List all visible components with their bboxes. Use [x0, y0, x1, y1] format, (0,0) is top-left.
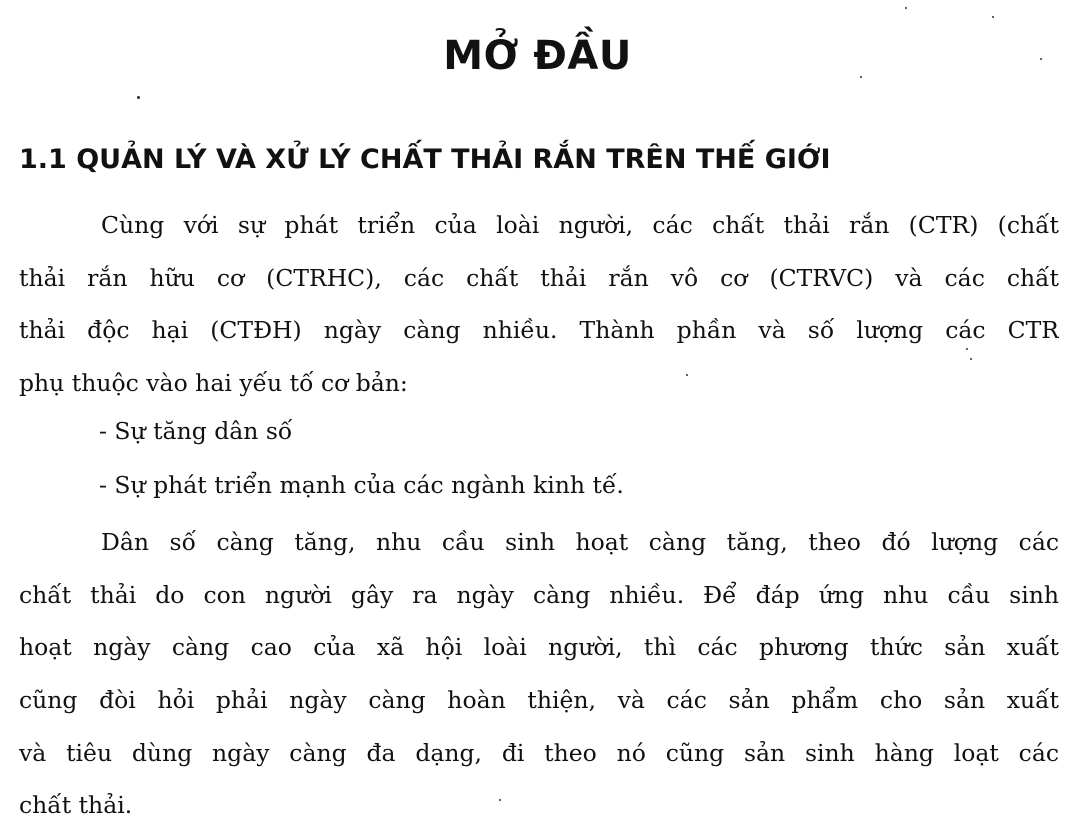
paragraph-line: Cùng với sự phát triển của loài người, các chất thải rắn (CTR) (chất [101, 211, 1059, 239]
paragraph-line: và tiêu dùng ngày càng đa dạng, đi theo nó cũng sản sinh hàng loạt các [19, 738, 1059, 767]
scan-speck [686, 374, 688, 376]
paragraph-line: cũng đòi hỏi phải ngày càng hoàn thiện, và các sản phẩm cho sản xuất [19, 686, 1059, 715]
paragraph-line: Dân số càng tăng, nhu cầu sinh hoạt càng tăng, theo đó lượng các [101, 528, 1059, 556]
scan-speck [499, 799, 501, 801]
paragraph-2 [19, 516, 1059, 832]
scan-speck [137, 96, 140, 99]
section-heading: 1.1 QUẢN LÝ VÀ XỬ LÝ CHẤT THẢI RẮN TRÊN THẾ GIỚI [19, 144, 831, 175]
scan-speck [905, 7, 907, 9]
scan-speck [992, 16, 994, 18]
paragraph-line: phụ thuộc vào hai yếu tố cơ bản: [19, 369, 408, 398]
paragraph-1 [19, 199, 1059, 410]
scan-speck [1040, 58, 1042, 60]
paragraph-line: thải độc hại (CTĐH) ngày càng nhiều. Thành phần và số lượng các CTR [19, 316, 1059, 345]
bullet-item: - Sự phát triển mạnh của các ngành kinh tế. [99, 471, 624, 499]
paragraph-line: chất thải. [19, 791, 133, 820]
paragraph-line: chất thải do con người gây ra ngày càng nhiều. Để đáp ứng nhu cầu sinh [19, 580, 1059, 609]
scan-speck [860, 76, 862, 78]
page-title: MỞ ĐẦU [443, 33, 632, 79]
scan-speck [970, 358, 972, 360]
bullet-item: - Sự tăng dân số [99, 417, 293, 445]
paragraph-line: hoạt ngày càng cao của xã hội loài người, thì các phương thức sản xuất [19, 633, 1059, 662]
paragraph-line: thải rắn hữu cơ (CTRHC), các chất thải rắn vô cơ (CTRVC) và các chất [19, 263, 1059, 292]
scan-speck [966, 348, 968, 350]
